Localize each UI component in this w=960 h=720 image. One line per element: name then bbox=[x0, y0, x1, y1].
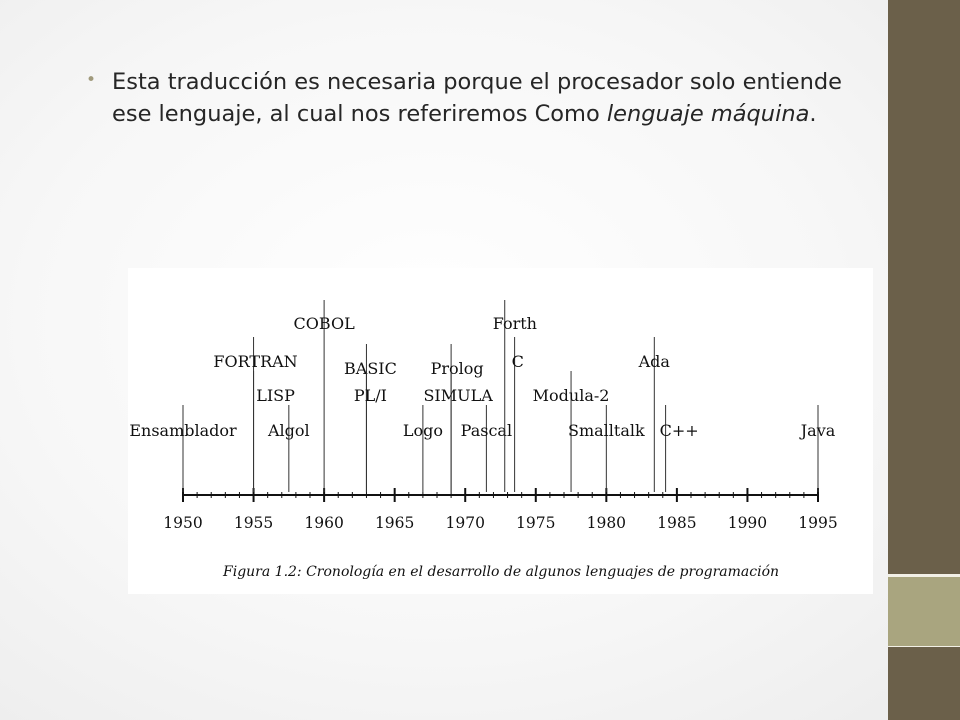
timeline-figure bbox=[128, 268, 873, 594]
bullet-point bbox=[86, 66, 846, 130]
language-label: Smalltalk bbox=[567, 421, 645, 440]
language-label: Prolog bbox=[430, 359, 484, 378]
language-label: BASIC bbox=[344, 359, 397, 378]
language-label: Ensamblador bbox=[129, 421, 237, 440]
axis-tick-label: 1960 bbox=[304, 514, 344, 532]
figure-caption: Figura 1.2: Cronología en el desarrollo de algunos lenguajes de programación bbox=[223, 564, 780, 580]
language-label: PL/I bbox=[353, 386, 387, 405]
bullet-text bbox=[112, 66, 846, 130]
language-label: COBOL bbox=[293, 314, 355, 333]
sidebar-dark-bottom bbox=[888, 647, 960, 720]
axis-tick-label: 1995 bbox=[798, 514, 838, 532]
language-label: FORTRAN bbox=[213, 352, 298, 371]
bullet-icon: • bbox=[86, 70, 97, 90]
axis-tick-label: 1980 bbox=[586, 514, 627, 532]
axis-tick-label: 1975 bbox=[516, 514, 556, 532]
language-label: Pascal bbox=[460, 421, 513, 440]
bullet-text-main: Esta traducción es necesaria porque el procesador solo entiende ese lenguaje, al cual nos referiremos Como bbox=[112, 69, 842, 127]
bullet-text-end: . bbox=[809, 101, 817, 127]
language-label: LISP bbox=[256, 386, 295, 405]
sidebar-light-band bbox=[888, 577, 960, 647]
axis-tick-label: 1985 bbox=[657, 514, 697, 532]
language-label: Java bbox=[800, 421, 836, 440]
sidebar-dark-top bbox=[888, 0, 960, 577]
language-label: Ada bbox=[638, 352, 670, 371]
language-label: Modula-2 bbox=[532, 386, 610, 405]
timeline-chart bbox=[128, 268, 873, 594]
axis-tick-label: 1955 bbox=[233, 514, 274, 532]
language-label: C++ bbox=[659, 421, 699, 440]
language-label: Algol bbox=[267, 421, 310, 440]
language-label: SIMULA bbox=[423, 386, 493, 405]
language-label: C bbox=[511, 352, 524, 371]
bullet-text-italic: lenguaje máquina bbox=[606, 101, 810, 127]
axis-tick-label: 1990 bbox=[727, 514, 768, 532]
axis-tick-label: 1970 bbox=[445, 514, 485, 532]
language-label: Logo bbox=[402, 421, 443, 440]
axis-tick-label: 1965 bbox=[374, 514, 415, 532]
axis-tick-label: 1950 bbox=[163, 514, 203, 532]
language-label: Forth bbox=[492, 314, 537, 333]
